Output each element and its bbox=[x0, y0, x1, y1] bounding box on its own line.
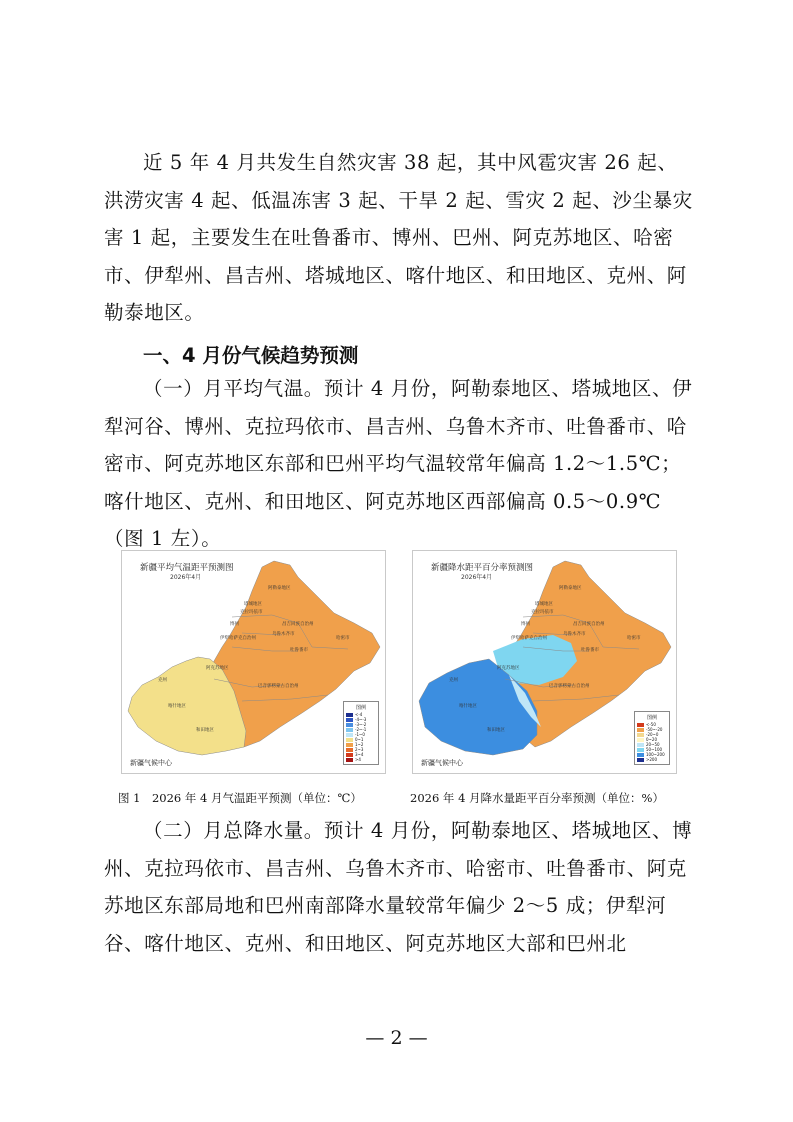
region-label: 乌鲁木齐市 bbox=[563, 632, 586, 637]
legend-label: 1~2 bbox=[355, 742, 364, 747]
region-label: 吐鲁番市 bbox=[290, 648, 308, 653]
legend-title: 图例 bbox=[355, 705, 366, 711]
legend-swatch bbox=[637, 748, 644, 752]
legend-swatch bbox=[346, 748, 353, 752]
region-label: 哈密市 bbox=[627, 636, 641, 641]
legend-label: 100~200 bbox=[646, 752, 665, 757]
legend-label: >200 bbox=[646, 757, 657, 762]
figure-caption-left: 图 1 2026 年 4 月气温距平预测（单位：℃） bbox=[118, 791, 362, 805]
legend-swatch bbox=[637, 733, 644, 737]
region-label: 昌吉回族自治州 bbox=[573, 622, 605, 627]
map-date: 2026年4月 bbox=[170, 574, 202, 581]
legend-label: <-4 bbox=[355, 712, 363, 717]
legend-label: 20~50 bbox=[646, 742, 660, 747]
legend-label: -1~0 bbox=[355, 732, 365, 737]
region-label: 巴音郭楞蒙古自治州 bbox=[258, 684, 299, 689]
legend-swatch bbox=[346, 713, 353, 717]
legend-label: >4 bbox=[355, 757, 361, 762]
legend-title: 图例 bbox=[646, 715, 657, 721]
legend-swatch bbox=[346, 753, 353, 757]
region-label: 伊犁哈萨克自治州 bbox=[220, 636, 256, 641]
region-label: 乌鲁木齐市 bbox=[272, 632, 295, 637]
region-label: 喀什地区 bbox=[168, 704, 186, 709]
page-number: — 2 — bbox=[365, 1027, 428, 1049]
map-date: 2026年4月 bbox=[461, 574, 493, 581]
region-label: 克州 bbox=[158, 678, 167, 683]
section-heading: 一、4 月份气候趋势预测 bbox=[143, 344, 359, 367]
region-label: 伊犁哈萨克自治州 bbox=[511, 636, 547, 641]
region-label: 博州 bbox=[521, 622, 530, 627]
legend-label: -2~-1 bbox=[355, 727, 367, 732]
legend-label: 3~4 bbox=[355, 752, 364, 757]
legend-swatch bbox=[637, 743, 644, 747]
region-label: 和田地区 bbox=[487, 728, 505, 733]
map-source: 新疆气候中心 bbox=[130, 759, 172, 767]
region-label: 巴音郭楞蒙古自治州 bbox=[549, 684, 590, 689]
map-title: 新疆降水距平百分率预测图 bbox=[431, 563, 534, 573]
legend-swatch bbox=[637, 723, 644, 727]
legend-swatch bbox=[346, 738, 353, 742]
region-label: 和田地区 bbox=[196, 728, 214, 733]
legend-swatch bbox=[346, 758, 353, 762]
region-label: 阿勒泰地区 bbox=[559, 586, 582, 591]
region-label: 哈密市 bbox=[336, 636, 350, 641]
region-label: 喀什地区 bbox=[459, 704, 477, 709]
legend-label: -4~-3 bbox=[355, 717, 367, 722]
precipitation-paragraph: （二）月总降水量。预计 4 月份，阿勒泰地区、塔城地区、博州、克拉玛依市、昌吉州、乌鲁木齐市、哈密市、吐鲁番市、阿克苏地区东部局地和巴州南部降水量较常年偏少 2～5 成；伊犁河谷、喀什地区、克州、和田地区、阿克苏地区大部和巴州北 bbox=[104, 819, 693, 955]
region-label: 阿勒泰地区 bbox=[268, 586, 291, 591]
legend-swatch bbox=[346, 718, 353, 722]
legend-label: -20~0 bbox=[646, 732, 659, 737]
map-title: 新疆平均气温距平预测图 bbox=[140, 563, 234, 573]
map-legend bbox=[634, 711, 670, 765]
legend-swatch bbox=[637, 758, 644, 762]
legend-label: 50~100 bbox=[646, 747, 663, 752]
legend-label: 0~20 bbox=[646, 737, 657, 742]
map-source: 新疆气候中心 bbox=[421, 759, 463, 767]
legend-item bbox=[346, 757, 376, 762]
region-label: 克拉玛依市 bbox=[531, 610, 554, 615]
region-label: 塔城地区 bbox=[244, 602, 262, 607]
legend-label: 2~3 bbox=[355, 747, 364, 752]
temperature-forecast-map bbox=[121, 550, 386, 774]
legend-item bbox=[637, 757, 667, 762]
legend-swatch bbox=[346, 728, 353, 732]
temperature-paragraph: （一）月平均气温。预计 4 月份，阿勒泰地区、塔城地区、伊犁河谷、博州、克拉玛依市、昌吉州、乌鲁木齐市、吐鲁番市、哈密市、阿克苏地区东部和巴州平均气温较常年偏高 1.2～1.5℃；喀什地区、克州、和田地区、阿克苏地区西部偏高 0.5～0.9℃（图 1 左）。 bbox=[104, 377, 693, 550]
legend-swatch bbox=[346, 743, 353, 747]
region-label: 阿克苏地区 bbox=[206, 666, 229, 671]
intro-paragraph: 近 5 年 4 月共发生自然灾害 38 起，其中风雹灾害 26 起、洪涝灾害 4 起、低温冻害 3 起、干旱 2 起、雪灾 2 起、沙尘暴灾害 1 起，主要发生在吐鲁番市、博州、巴州、阿克苏地区、哈密市、伊犁州、昌吉州、塔城地区、喀什地区、和田地区、克州、阿勒泰地区。 bbox=[104, 151, 693, 324]
legend-label: -3~-2 bbox=[355, 722, 367, 727]
precipitation-forecast-map bbox=[412, 550, 677, 774]
region-label: 克州 bbox=[449, 678, 458, 683]
region-label: 阿克苏地区 bbox=[497, 666, 520, 671]
region-label: 克拉玛依市 bbox=[240, 610, 263, 615]
legend-swatch bbox=[346, 723, 353, 727]
legend-swatch bbox=[637, 753, 644, 757]
figure-caption-right: 2026 年 4 月降水量距平百分率预测（单位：%） bbox=[410, 791, 664, 805]
legend-label: 0~1 bbox=[355, 737, 364, 742]
legend-swatch bbox=[637, 728, 644, 732]
map-legend bbox=[343, 701, 379, 765]
legend-swatch bbox=[637, 738, 644, 742]
legend-label: <-50 bbox=[646, 722, 656, 727]
region-label: 昌吉回族自治州 bbox=[282, 622, 314, 627]
region-label: 吐鲁番市 bbox=[581, 648, 599, 653]
legend-swatch bbox=[346, 733, 353, 737]
region-label: 博州 bbox=[230, 622, 239, 627]
legend-label: -50~-20 bbox=[646, 727, 663, 732]
region-label: 塔城地区 bbox=[535, 602, 553, 607]
